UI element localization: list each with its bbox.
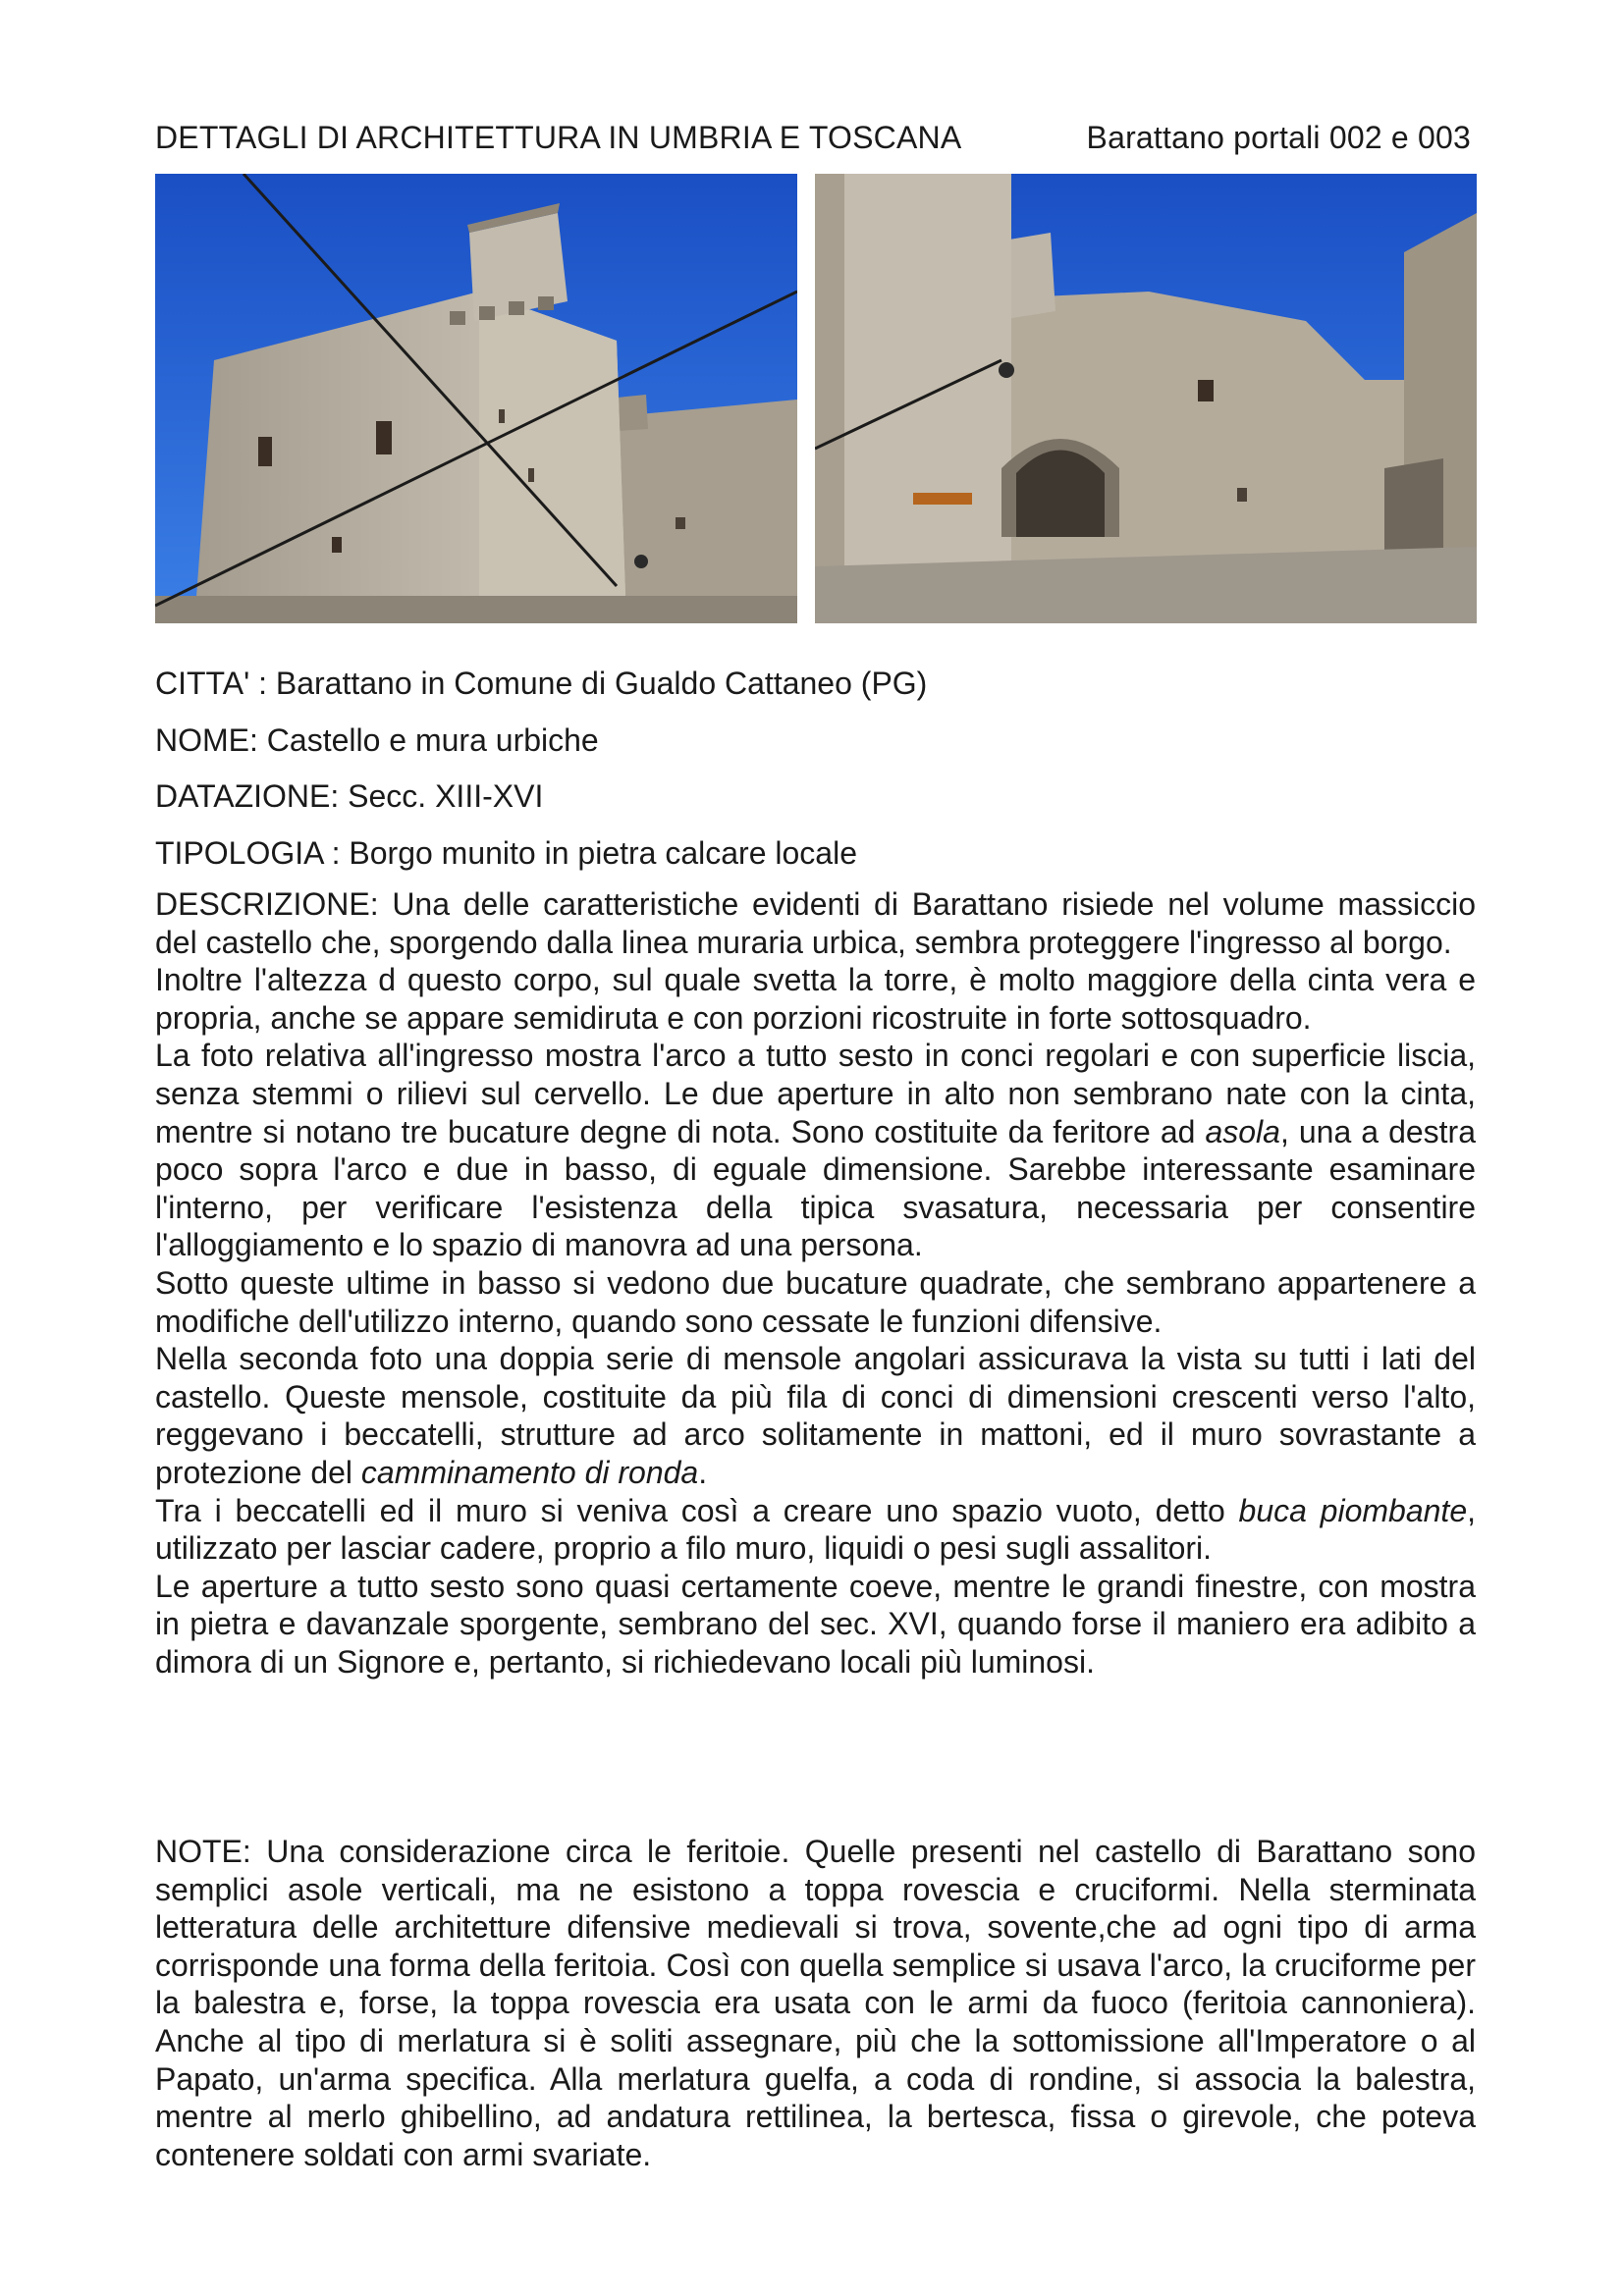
text-run: , utilizzato per lasciar cadere, proprio a filo muro, liquidi o pesi sugli assalitori. xyxy=(155,1492,1477,1567)
page-header xyxy=(155,116,1471,159)
header-title: DETTAGLI DI ARCHITETTURA IN UMBRIA E TOSCANA xyxy=(155,120,962,155)
field-datazione: DATAZIONE: Secc. XIII-XVI xyxy=(155,778,544,814)
text-run: . xyxy=(698,1454,708,1490)
description-paragraph: DESCRIZIONE: Una delle caratteristiche evidenti di Barattano risiede nel volume massiccio del castello che, sporgendo dalla linea muraria urbica, sembra proteggere l'ingresso al borgo. xyxy=(155,886,1476,960)
description-paragraph xyxy=(155,1037,1476,1264)
field-tipologia: TIPOLOGIA : Borgo munito in pietra calcare locale xyxy=(155,834,857,871)
description-paragraph xyxy=(155,1340,1476,1491)
description-paragraph: Le aperture a tutto sesto sono quasi certamente coeve, mentre le grandi finestre, con mostra in pietra e davanzale sporgente, sembrano del sec. XVI, quando forse il maniero era adibito a dimora di un Signore e, pertanto, si richiedevano locali più luminosi. xyxy=(155,1568,1476,1680)
record-fields xyxy=(155,662,1476,887)
text-run: , una a destra poco sopra l'arco e due in basso, di eguale dimensione. Sarebbe interessante esaminare l'interno, per verificare l'esistenza della tipica svasatura, necessaria per consentire l'alloggiamento e lo spazio di manovra ad una persona. xyxy=(155,1113,1477,1263)
text-run: Nella seconda foto una doppia serie di mensole angolari assicurava la vista su tutti i lati del castello. Queste mensole, costituite da più fila di conci di dimensioni crescenti verso l'alto, reggevano i beccatelli, strutture ad arco solitamente in mattoni, ed il muro sovrastante a protezione del xyxy=(155,1341,1476,1490)
photo-castle-tower xyxy=(155,174,797,623)
field-citta: CITTA' : Barattano in Comune di Gualdo Cattaneo (PG) xyxy=(155,666,928,701)
italic-term: buca piombante xyxy=(1238,1492,1468,1528)
italic-term: asola xyxy=(1205,1113,1280,1149)
notes-section xyxy=(155,1833,1476,2173)
description-paragraph xyxy=(155,1492,1476,1568)
text-run: La foto relativa all'ingresso mostra l'arco a tutto sesto in conci regolari e con superficie liscia, senza stemmi o rilievi sul cervello. Le due aperture in alto non sembrano nate con la cinta, mentre si notano tre bucature degne di nota. Sono costituite da feritore ad xyxy=(155,1038,1476,1149)
italic-term: camminamento di ronda xyxy=(360,1454,699,1490)
header-reference: Barattano portali 002 e 003 xyxy=(1086,120,1471,155)
text-run: Tra i beccatelli ed il muro si veniva così a creare uno spazio vuoto, detto xyxy=(155,1492,1239,1528)
description-paragraph: Sotto queste ultime in basso si vedono due bucature quadrate, che sembrano appartenere a modifiche dell'utilizzo interno, quando sono cessate le funzioni difensive. xyxy=(155,1264,1476,1339)
photo-gate-arch xyxy=(815,174,1477,623)
field-nome: NOME: Castello e mura urbiche xyxy=(155,721,599,758)
description-paragraph: Inoltre l'altezza d questo corpo, sul quale svetta la torre, è molto maggiore della cinta vera e propria, anche se appare semidiruta e con porzioni ricostruite in forte sottosquadro. xyxy=(155,962,1476,1036)
description-section xyxy=(155,885,1476,1681)
notes-paragraph: NOTE: Una considerazione circa le feritoie. Quelle presenti nel castello di Barattano sono semplici asole verticali, ma ne esistono a toppa rovescia e cruciformi. Nella sterminata letteratura delle architetture difensive medievali si trova, sovente,che ad ogni tipo di arma corrisponde una forma della feritoia. Così con quella semplice si usava l'arco, la cruciforme per la balestra e, forse, la toppa rovescia era usata con le armi da fuoco (feritoia cannoniera). Anche al tipo di merlatura si è soliti assegnare, più che la sottomissione all'Imperatore o al Papato, un'arma specifica. Alla merlatura guelfa, a coda di rondine, si associa la balestra, mentre al merlo ghibellino, ad andatura rettilinea, la bertesca, fissa o girevole, che poteva contenere soldati con armi svariate. xyxy=(155,1834,1476,2172)
